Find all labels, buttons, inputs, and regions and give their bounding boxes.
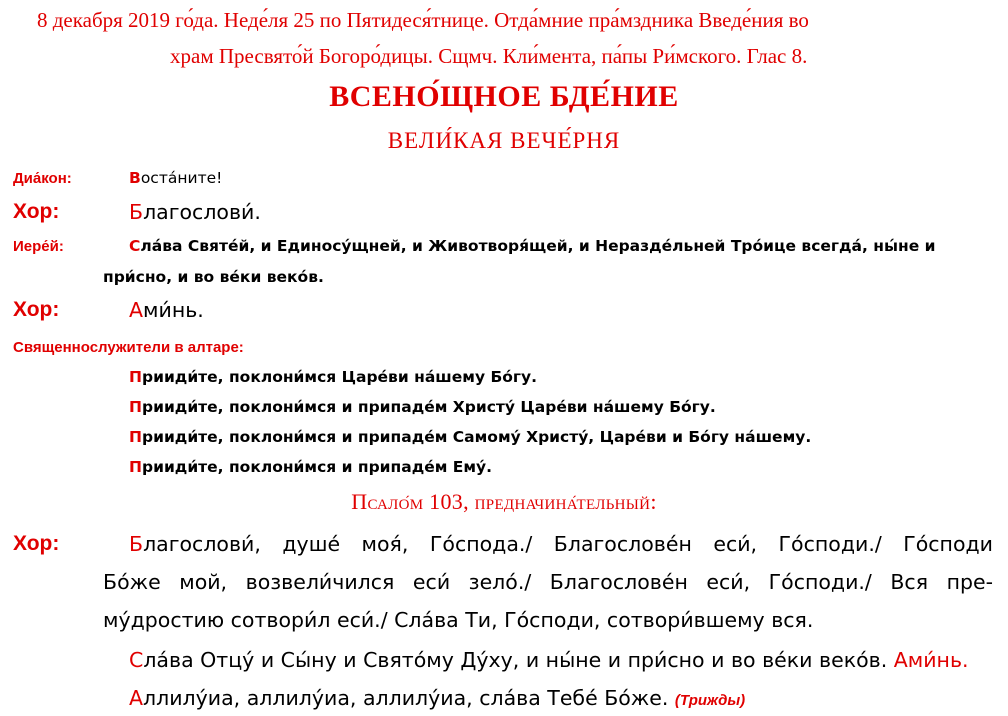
line-text: оста́ните! <box>140 169 223 187</box>
line-text: рииди́те, поклони́мся и припаде́м Христу́ Царе́ви на́шему Бо́гу. <box>141 398 716 416</box>
clergy-line-2 <box>129 398 716 416</box>
deacon-line <box>129 169 222 187</box>
line-text: лагослови́. <box>143 200 261 224</box>
line-text: рииди́те, поклони́мся Царе́ви на́шему Бо́гу. <box>141 368 537 386</box>
initial-letter: Б <box>129 200 144 224</box>
line-text: ла́ва Святе́й, и Единосу́щней, и Животворя́щей, и Неразде́льней Тро́ице всегда́, ны́не и <box>140 237 936 255</box>
psalm-title: Псало́м 103, предначина́тельный: <box>351 489 657 514</box>
initial-letter: П <box>129 368 142 386</box>
initial-letter: А <box>129 298 144 322</box>
speaker-deacon: Диа́кон: <box>13 170 72 187</box>
line-text: рииди́те, поклони́мся и припаде́м Самому́ Христу́, Царе́ви и Бо́гу на́шему. <box>141 428 812 446</box>
initial-letter: П <box>129 428 142 446</box>
choir-bless-line <box>129 200 261 224</box>
initial-letter: П <box>129 458 142 476</box>
initial-letter: С <box>129 648 144 672</box>
line-text: ла́ва Отцу́ и Сы́ну и Свято́му Ду́ху, и ны́не и при́сно и во ве́ки веко́в. <box>143 648 894 672</box>
psalm-line-2: Бо́же мой, возвели́чился еси́ зело́./ Благослове́н еси́, Го́споди./ Вся пре- <box>103 570 993 594</box>
initial-letter: С <box>129 237 141 255</box>
header-saints-line: храм Пресвято́й Богоро́дицы. Сщмч. Кли́мента, па́пы Ри́мского. Глас 8. <box>170 44 808 68</box>
psalm-line-1 <box>129 532 993 556</box>
priest-line-1 <box>129 237 935 255</box>
speaker-clergy: Священнослужители в алтаре: <box>13 339 244 356</box>
page-subtitle: ВЕЛИ́КАЯ ВЕЧЕ́РНЯ <box>387 128 621 153</box>
thrice-note: (Трижды) <box>674 692 746 709</box>
line-text: ллилу́иа, аллилу́иа, аллилу́иа, сла́ва Тебе́ Бо́же. <box>143 686 675 710</box>
priest-line-2: при́сно, и во ве́ки веко́в. <box>103 268 324 286</box>
clergy-line-1 <box>129 368 537 386</box>
choir-amen-line <box>129 298 204 322</box>
header-date-line: 8 декабря 2019 го́да. Неде́ля 25 по Пятидеся́тнице. Отда́мние пра́мздника Введе́ния во <box>37 8 809 32</box>
clergy-line-4 <box>129 458 492 476</box>
initial-letter: А <box>129 686 144 710</box>
psalm-line-3: му́дростию сотвори́л еси́./ Сла́ва Ти, Го́споди, сотвори́вшему вся. <box>103 608 814 632</box>
initial-letter: П <box>129 398 142 416</box>
glory-line <box>129 648 969 672</box>
line-text: лагослови́, душе́ моя́, Го́спода./ Благослове́н еси́, Го́споди./ Го́споди <box>143 532 993 556</box>
line-text: ми́нь. <box>143 298 204 322</box>
speaker-choir: Хор: <box>13 298 60 321</box>
speaker-choir: Хор: <box>13 200 60 223</box>
speaker-priest: Иере́й: <box>13 238 64 255</box>
amen-word: Ами́нь. <box>893 648 969 672</box>
initial-letter: Б <box>129 532 144 556</box>
clergy-line-3 <box>129 428 811 446</box>
page-title: ВСЕНО́ЩНОЕ БДЕ́НИЕ <box>329 80 679 113</box>
line-text: рииди́те, поклони́мся и припаде́м Ему́. <box>141 458 493 476</box>
speaker-choir: Хор: <box>13 532 60 555</box>
alleluia-line <box>129 686 745 710</box>
initial-letter: В <box>129 169 141 187</box>
